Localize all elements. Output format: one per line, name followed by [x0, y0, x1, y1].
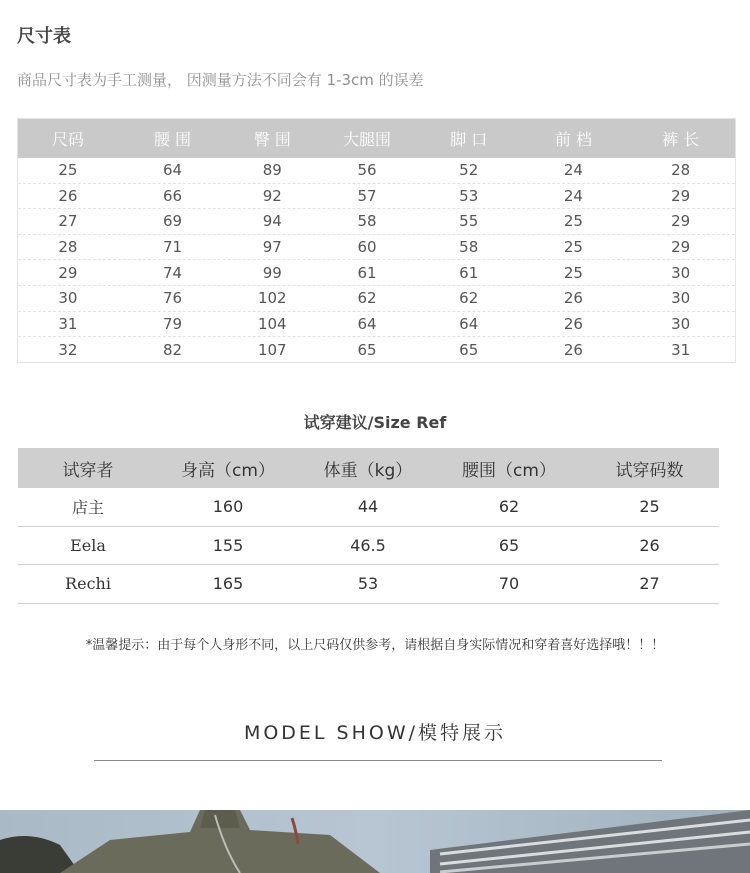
size-table-row — [18, 286, 735, 312]
size-col-header: 脚 口 — [450, 130, 488, 149]
fit-table-title: 试穿建议/Size Ref — [303, 413, 447, 432]
size-table-cell: 58 — [459, 238, 479, 257]
size-table-cell: 97 — [262, 238, 282, 257]
model-photo — [0, 810, 750, 873]
size-col-header: 裤 长 — [662, 130, 700, 149]
measurement-note: 商品尺寸表为手工测量， 因测量方法不同会有 1-3cm 的误差 — [17, 71, 424, 89]
fit-table-row — [18, 488, 719, 527]
size-table-cell: 65 — [459, 340, 479, 359]
size-table-cell: 27 — [58, 212, 78, 231]
model-show-title: MODEL SHOW/模特展示 — [243, 722, 507, 744]
size-table-cell: 29 — [58, 263, 78, 282]
size-table-cell: 94 — [262, 212, 282, 231]
tester-name: Rechi — [65, 574, 111, 594]
size-table-cell: 92 — [262, 186, 282, 205]
size-table-cell: 25 — [563, 263, 583, 282]
tester-name: 店主 — [71, 498, 104, 518]
size-table-cell: 52 — [459, 161, 479, 180]
size-table-cell: 104 — [257, 314, 287, 333]
size-col-header: 前 档 — [554, 130, 592, 149]
fit-table-body — [18, 488, 719, 604]
fit-table-row — [18, 527, 719, 566]
size-table-cell: 24 — [563, 161, 583, 180]
size-table — [17, 118, 736, 363]
size-table-row — [18, 158, 735, 184]
size-table-cell: 62 — [357, 289, 377, 308]
size-col-header: 腰 围 — [154, 130, 192, 149]
size-table-cell: 32 — [58, 340, 78, 359]
size-table-cell: 25 — [563, 238, 583, 257]
fit-table-cell: 27 — [639, 574, 660, 594]
size-table-cell: 64 — [357, 314, 377, 333]
size-table-cell: 107 — [257, 340, 287, 359]
size-table-cell: 61 — [357, 263, 377, 282]
size-table-cell: 82 — [163, 340, 183, 359]
size-table-cell: 25 — [58, 161, 78, 180]
size-table-row — [18, 184, 735, 210]
size-table-cell: 58 — [357, 212, 377, 231]
size-table-cell: 24 — [563, 186, 583, 205]
size-table-cell: 30 — [671, 289, 691, 308]
size-table-row — [18, 260, 735, 286]
size-table-cell: 74 — [163, 263, 183, 282]
size-table-cell: 65 — [357, 340, 377, 359]
size-table-cell: 29 — [671, 238, 691, 257]
size-table-row — [18, 235, 735, 261]
size-table-cell: 55 — [459, 212, 479, 231]
size-table-cell: 26 — [58, 186, 78, 205]
size-table-header — [18, 119, 735, 158]
size-table-cell: 60 — [357, 238, 377, 257]
size-table-cell: 31 — [58, 314, 78, 333]
fit-table-cell: 62 — [498, 497, 520, 517]
size-table-row — [18, 337, 735, 363]
page-title: 尺寸表 — [17, 26, 71, 47]
fit-table-cell: 65 — [498, 535, 520, 555]
size-table-cell: 62 — [459, 289, 479, 308]
size-table-cell: 26 — [563, 340, 583, 359]
fit-col-header: 试穿者 — [62, 460, 114, 481]
size-table-cell: 30 — [671, 314, 691, 333]
size-table-cell: 29 — [671, 212, 691, 231]
fit-table-cell: 53 — [357, 574, 379, 594]
size-table-row — [18, 312, 735, 338]
size-table-cell: 76 — [163, 289, 183, 308]
size-tip: *温馨提示：由于每个人身形不同，以上尺码仅供参考，请根据自身实际情况和穿着喜好选择哦！！！ — [85, 638, 665, 653]
fit-col-header: 腰围（cm） — [462, 460, 556, 481]
size-table-cell: 89 — [262, 161, 282, 180]
size-col-header: 臀 围 — [253, 130, 291, 149]
size-table-cell: 26 — [563, 289, 583, 308]
size-table-cell: 69 — [163, 212, 183, 231]
fit-table-cell: 44 — [357, 497, 379, 517]
fit-table-cell: 155 — [212, 535, 244, 555]
size-table-cell: 31 — [671, 340, 691, 359]
size-col-header: 大腿围 — [343, 130, 392, 149]
size-table-cell: 99 — [262, 263, 282, 282]
size-table-cell: 61 — [459, 263, 479, 282]
size-table-cell: 64 — [163, 161, 183, 180]
size-table-cell: 29 — [671, 186, 691, 205]
fit-table-cell: 70 — [498, 574, 520, 594]
fit-table-cell: 46.5 — [350, 535, 386, 555]
fit-col-header: 身高（cm） — [181, 460, 275, 481]
fit-col-header: 试穿码数 — [615, 460, 684, 481]
model-photo-image — [0, 810, 750, 873]
fit-col-header: 体重（kg） — [323, 460, 413, 481]
fit-table — [18, 448, 719, 604]
size-table-cell: 56 — [357, 161, 377, 180]
size-table-cell: 30 — [58, 289, 78, 308]
size-table-cell: 71 — [163, 238, 183, 257]
fit-table-cell: 25 — [639, 497, 660, 517]
divider — [94, 760, 662, 761]
size-table-cell: 66 — [163, 186, 183, 205]
size-table-cell: 53 — [459, 186, 479, 205]
fit-table-cell: 160 — [212, 497, 244, 517]
size-table-cell: 64 — [459, 314, 479, 333]
size-table-cell: 26 — [563, 314, 583, 333]
size-table-cell: 79 — [163, 314, 183, 333]
size-table-cell: 28 — [58, 238, 78, 257]
fit-table-cell: 26 — [639, 535, 660, 555]
size-col-header: 尺码 — [51, 130, 84, 149]
size-table-body — [18, 158, 735, 363]
size-table-cell: 102 — [257, 289, 287, 308]
size-table-cell: 30 — [671, 263, 691, 282]
tester-name: Eela — [70, 535, 106, 555]
size-table-cell: 28 — [671, 161, 691, 180]
fit-table-header — [18, 448, 719, 488]
fit-table-row — [18, 565, 719, 604]
size-table-cell: 25 — [563, 212, 583, 231]
fit-table-cell: 165 — [212, 574, 244, 594]
size-table-row — [18, 209, 735, 235]
size-table-cell: 57 — [357, 186, 377, 205]
